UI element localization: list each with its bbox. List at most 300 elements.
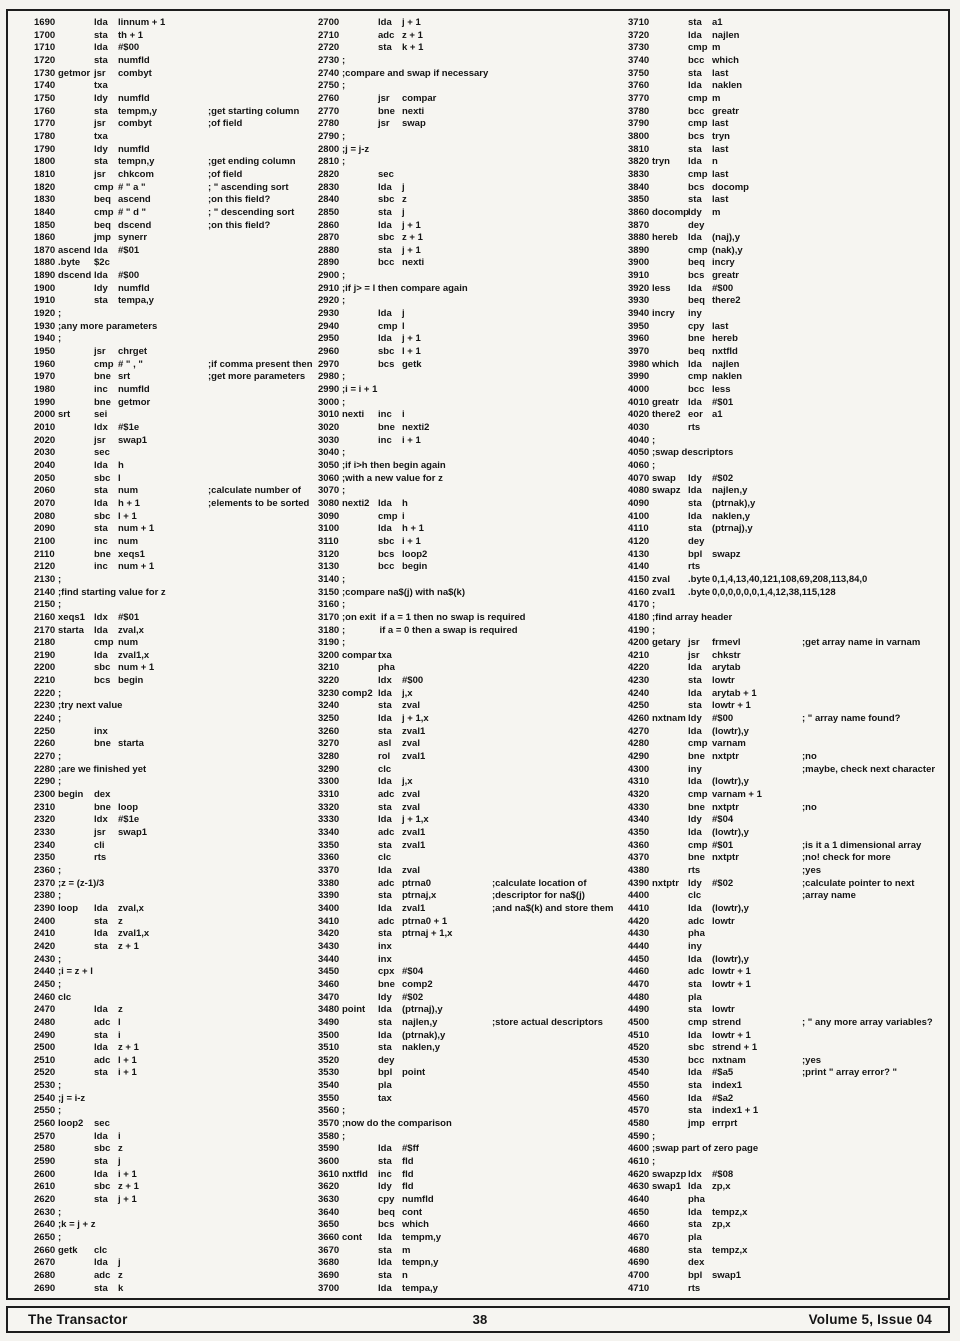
code-line (318, 587, 626, 600)
code-num: 3500 (318, 1029, 340, 1041)
code-num: 2530 (34, 1080, 56, 1092)
code-line (34, 1042, 342, 1055)
code-num: 3120 (318, 548, 340, 560)
code-op: lda (94, 244, 108, 256)
code-num: 1750 (34, 92, 56, 104)
code-cmtfull: ;swap descriptors (652, 447, 734, 459)
code-op: rts (688, 1282, 701, 1294)
code-arg (712, 1194, 802, 1207)
code-label (342, 992, 378, 1005)
code-num: 4550 (628, 1080, 650, 1092)
code-op: sta (688, 675, 702, 687)
code-num: 4390 (628, 877, 650, 889)
code-op: lda (688, 232, 702, 244)
code-line (34, 612, 342, 625)
code-arg: point (402, 1067, 426, 1079)
code-num: 4140 (628, 561, 650, 573)
code-line (628, 118, 936, 131)
code-line (34, 713, 342, 726)
code-op: jsr (94, 434, 106, 446)
code-arg: zval1 (402, 902, 426, 914)
code-op: cmp (378, 510, 398, 522)
code-num: 3960 (628, 333, 650, 345)
code-line (628, 1093, 936, 1106)
code-arg: j,x (402, 776, 413, 788)
code-line (34, 675, 342, 688)
code-arg (712, 764, 802, 777)
code-num: 3510 (318, 1042, 340, 1054)
code-num: 3400 (318, 902, 340, 914)
code-num: 2940 (318, 320, 340, 332)
code-line (34, 1067, 342, 1080)
code-num: 1860 (34, 232, 56, 244)
code-label (58, 359, 94, 372)
code-cmt: ;and na$(k) and store them (492, 902, 614, 914)
code-line (628, 333, 936, 346)
code-num: 2420 (34, 940, 56, 952)
code-op: bne (94, 738, 111, 750)
code-line (34, 1143, 342, 1156)
code-line (34, 397, 342, 410)
code-line (628, 80, 936, 93)
code-op: sta (94, 523, 108, 535)
code-op: cmp (94, 637, 114, 649)
code-arg: chkcom (118, 168, 154, 180)
code-arg: j + 1,x (402, 713, 429, 725)
code-num: 2170 (34, 624, 56, 636)
code-num: 2280 (34, 763, 56, 775)
code-label (652, 916, 688, 929)
code-num: 4650 (628, 1206, 650, 1218)
code-arg: loop2 (402, 548, 428, 560)
code-num: 1690 (34, 17, 56, 28)
code-cmt: ;calculate pointer to next (802, 877, 915, 889)
code-op: cmp (688, 244, 708, 256)
code-op: sta (94, 156, 108, 168)
code-line (628, 460, 936, 473)
code-op: rol (378, 751, 391, 763)
code-line (34, 144, 342, 157)
code-arg: # " d " (118, 206, 147, 218)
code-line (318, 1283, 626, 1296)
code-label (652, 17, 688, 30)
code-num: 3920 (628, 282, 650, 294)
code-line (34, 55, 342, 68)
code-op: bne (688, 801, 705, 813)
code-cmtfull: ;any more parameters (58, 320, 158, 332)
code-arg: frmevl (712, 637, 741, 649)
code-line (318, 878, 626, 891)
code-arg: nxtptr (712, 751, 739, 763)
code-arg: numfld (402, 1194, 434, 1206)
code-num: 1790 (34, 143, 56, 155)
code-arg: last (712, 194, 729, 206)
code-num: 2470 (34, 1004, 56, 1016)
code-arg: z (118, 1269, 123, 1281)
code-op: inc (378, 1168, 392, 1180)
code-num: 4460 (628, 966, 650, 978)
code-op: adc (378, 29, 395, 41)
code-line (628, 68, 936, 81)
code-arg: last (712, 168, 729, 180)
code-arg: index1 (712, 1080, 743, 1092)
code-num: 4370 (628, 852, 650, 864)
code-num: 3350 (318, 839, 340, 851)
code-label (652, 776, 688, 789)
code-op: iny (688, 308, 702, 320)
code-op: dey (688, 535, 705, 547)
code-label (58, 1270, 94, 1283)
code-num: 4240 (628, 687, 650, 699)
code-num: 2510 (34, 1054, 56, 1066)
code-cmtfull: ; (342, 599, 346, 611)
code-num: 3690 (318, 1269, 340, 1281)
code-num: 2300 (34, 789, 56, 801)
code-op: adc (378, 915, 395, 927)
code-line (318, 17, 626, 30)
code-line (34, 979, 342, 992)
code-num: 1760 (34, 105, 56, 117)
code-line (628, 1219, 936, 1232)
code-line (318, 1219, 626, 1232)
code-arg (118, 1245, 208, 1258)
code-cmt: ; " ascending sort (208, 181, 289, 193)
code-line (34, 1245, 342, 1258)
code-label (342, 220, 378, 233)
code-label (58, 17, 94, 30)
code-op: sta (688, 143, 702, 155)
code-num: 2640 (34, 1219, 56, 1231)
code-label (652, 1004, 688, 1017)
code-line (34, 232, 342, 245)
code-label (342, 1283, 378, 1296)
code-num: 2710 (318, 29, 340, 41)
code-line (628, 688, 936, 701)
code-line (628, 966, 936, 979)
code-op: txa (378, 649, 392, 661)
code-num: 3200 (318, 649, 340, 661)
code-op: sta (688, 67, 702, 79)
code-arg: strend (712, 1016, 742, 1028)
code-cmtfull: ; (652, 1156, 656, 1168)
code-op: sta (94, 1194, 108, 1206)
code-num: 3900 (628, 257, 650, 269)
code-line (318, 1030, 626, 1043)
code-num: 2050 (34, 472, 56, 484)
code-arg: #$08 (712, 1168, 734, 1180)
code-label (342, 308, 378, 321)
code-label (652, 30, 688, 43)
code-op: adc (94, 1016, 111, 1028)
code-label: tryn (652, 156, 670, 168)
code-num: 2500 (34, 1042, 56, 1054)
code-label (58, 498, 94, 511)
code-label (342, 852, 378, 865)
code-line (318, 738, 626, 751)
code-op: sta (94, 1156, 108, 1168)
code-line (318, 1245, 626, 1258)
code-op: inc (94, 535, 108, 547)
code-num: 2990 (318, 384, 340, 396)
code-line (628, 485, 936, 498)
code-num: 4660 (628, 1219, 650, 1231)
code-arg: num (118, 535, 139, 547)
code-label: getk (58, 1244, 78, 1256)
code-num: 1910 (34, 295, 56, 307)
code-arg: num (118, 485, 139, 497)
code-cmtfull: ; (342, 80, 346, 92)
code-num: 3070 (318, 485, 340, 497)
code-cmtfull: ; (342, 130, 346, 142)
code-cmtfull: ; (58, 599, 62, 611)
code-arg: #$02 (712, 472, 734, 484)
code-label (342, 1194, 378, 1207)
code-op: bne (688, 751, 705, 763)
code-num: 3750 (628, 67, 650, 79)
code-op: jsr (378, 118, 390, 130)
code-arg: naklen,y (712, 510, 751, 522)
code-line (628, 1232, 936, 1245)
code-num: 2000 (34, 409, 56, 421)
code-num: 4050 (628, 447, 650, 459)
code-num: 3090 (318, 510, 340, 522)
code-label (652, 194, 688, 207)
code-num: 3160 (318, 599, 340, 611)
code-op: lda (688, 485, 702, 497)
code-op: clc (94, 1244, 108, 1256)
code-line (34, 68, 342, 81)
code-line (318, 118, 626, 131)
code-line (318, 232, 626, 245)
code-num: 4250 (628, 700, 650, 712)
code-label (342, 726, 378, 739)
code-arg: najlen (712, 29, 740, 41)
code-op: sta (94, 295, 108, 307)
code-num: 4210 (628, 649, 650, 661)
code-cmt: ;on this field? (208, 219, 271, 231)
code-op: lda (378, 864, 392, 876)
code-op: lda (378, 1257, 392, 1269)
code-num: 4150 (628, 573, 650, 585)
code-label (58, 561, 94, 574)
code-num: 2820 (318, 168, 340, 180)
code-line (628, 1169, 936, 1182)
code-line (318, 688, 626, 701)
code-label (58, 295, 94, 308)
code-label (58, 1131, 94, 1144)
code-op: lda (94, 928, 108, 940)
code-op: sta (94, 940, 108, 952)
code-op: ldy (378, 1181, 392, 1193)
code-arg (712, 1232, 802, 1245)
code-arg (712, 865, 802, 878)
code-label (58, 194, 94, 207)
code-line (34, 814, 342, 827)
code-arg: z + 1 (118, 1042, 139, 1054)
code-arg: z (402, 194, 407, 206)
code-label (58, 182, 94, 195)
code-op: sta (94, 1067, 108, 1079)
code-num: 4600 (628, 1143, 650, 1155)
code-op: lda (94, 624, 108, 636)
code-label (58, 1042, 94, 1055)
code-line (628, 1067, 936, 1080)
code-line (628, 1143, 936, 1156)
code-label (652, 333, 688, 346)
code-num: 3780 (628, 105, 650, 117)
code-arg: zval1,x (118, 928, 150, 940)
code-label (652, 928, 688, 941)
code-line (34, 599, 342, 612)
code-num: 2950 (318, 333, 340, 345)
code-line (628, 283, 936, 296)
code-label: compar (342, 649, 377, 661)
code-line (628, 384, 936, 397)
code-arg: i + 1 (402, 535, 421, 547)
code-label (58, 523, 94, 536)
code-cmtfull: ; (58, 713, 62, 725)
code-arg (712, 1257, 802, 1270)
code-op: bcs (688, 181, 705, 193)
code-num: 3910 (628, 270, 650, 282)
code-label (342, 1093, 378, 1106)
code-label (342, 536, 378, 549)
code-label (342, 93, 378, 106)
code-op: sta (94, 1029, 108, 1041)
code-op: txa (94, 130, 108, 142)
code-arg: begin (118, 675, 144, 687)
code-label (58, 1004, 94, 1017)
code-num: 3430 (318, 940, 340, 952)
code-op: lda (378, 181, 392, 193)
code-num: 4000 (628, 384, 650, 396)
code-op: ldy (688, 206, 702, 218)
code-op: sbc (94, 472, 111, 484)
code-label (342, 169, 378, 182)
code-num: 3050 (318, 459, 340, 471)
code-num: 2580 (34, 1143, 56, 1155)
code-label (58, 726, 94, 739)
code-num: 1710 (34, 42, 56, 54)
code-cmtfull: ;z = (z-1)/3 (58, 877, 105, 889)
code-arg (118, 447, 208, 460)
code-arg: zval (402, 738, 420, 750)
code-arg: nxtptr (712, 852, 739, 864)
code-line (628, 802, 936, 815)
code-arg: i (402, 510, 405, 522)
code-op: pha (688, 1194, 705, 1206)
code-cmtfull: ; (342, 485, 346, 497)
code-line (628, 270, 936, 283)
code-op: sta (378, 1042, 392, 1054)
code-op: bpl (688, 1269, 703, 1281)
code-cmt: ;elements to be sorted (208, 497, 310, 509)
code-line (628, 1004, 936, 1017)
code-line (34, 359, 342, 372)
code-arg: tempa,y (118, 295, 154, 307)
code-num: 2870 (318, 232, 340, 244)
code-label (58, 207, 94, 220)
code-line (318, 68, 626, 81)
code-op: lda (94, 459, 108, 471)
code-line (628, 498, 936, 511)
code-op: asl (378, 738, 392, 750)
code-line (34, 1194, 342, 1207)
code-line (34, 650, 342, 663)
code-op: lda (378, 713, 392, 725)
code-line (318, 1093, 626, 1106)
code-op: sec (378, 168, 394, 180)
code-line (34, 169, 342, 182)
code-num: 4520 (628, 1042, 650, 1054)
code-label (342, 511, 378, 524)
code-arg: zval1 (402, 751, 426, 763)
listing-page (6, 9, 950, 1300)
code-arg: fld (402, 1156, 414, 1168)
code-arg: starta (118, 738, 144, 750)
code-line (318, 1156, 626, 1169)
code-label (342, 916, 378, 929)
code-cmtfull: ; (58, 687, 62, 699)
code-label (652, 220, 688, 233)
code-arg: z (118, 1143, 123, 1155)
code-label: getmor (58, 67, 91, 79)
code-arg: ascend (118, 194, 151, 206)
code-arg: a1 (712, 17, 723, 28)
code-cmtfull: ; (342, 396, 346, 408)
code-num: 1940 (34, 333, 56, 345)
code-label: point (342, 1004, 366, 1016)
code-label (652, 523, 688, 536)
code-num: 3260 (318, 725, 340, 737)
code-num: 2620 (34, 1194, 56, 1206)
code-line (318, 156, 626, 169)
code-arg: numfld (118, 54, 150, 66)
code-label (342, 776, 378, 789)
code-label (342, 941, 378, 954)
code-label (652, 106, 688, 119)
code-op: lda (688, 358, 702, 370)
code-line (318, 625, 626, 638)
code-num: 3940 (628, 308, 650, 320)
code-cmt: ;array name (802, 890, 856, 902)
code-label (652, 42, 688, 55)
code-line (318, 1042, 626, 1055)
code-arg: nexti (402, 105, 425, 117)
code-num: 1920 (34, 308, 56, 320)
code-line (628, 232, 936, 245)
code-num: 4420 (628, 915, 650, 927)
code-op: cmp (688, 168, 708, 180)
code-label (58, 1181, 94, 1194)
code-arg: j (402, 181, 405, 193)
code-line (318, 1017, 626, 1030)
code-arg: combyt (118, 67, 152, 79)
code-cmtfull: ; (58, 1080, 62, 1092)
code-arg: z (118, 915, 123, 927)
code-line (318, 726, 626, 739)
code-line (34, 1257, 342, 1270)
code-line (34, 903, 342, 916)
code-arg: tempm,y (402, 1232, 442, 1243)
code-label (58, 941, 94, 954)
code-line (318, 1257, 626, 1270)
code-line (34, 1118, 342, 1131)
code-arg: arytab (712, 662, 741, 674)
code-arg (402, 941, 492, 954)
code-arg: l (118, 472, 121, 484)
code-label (652, 827, 688, 840)
